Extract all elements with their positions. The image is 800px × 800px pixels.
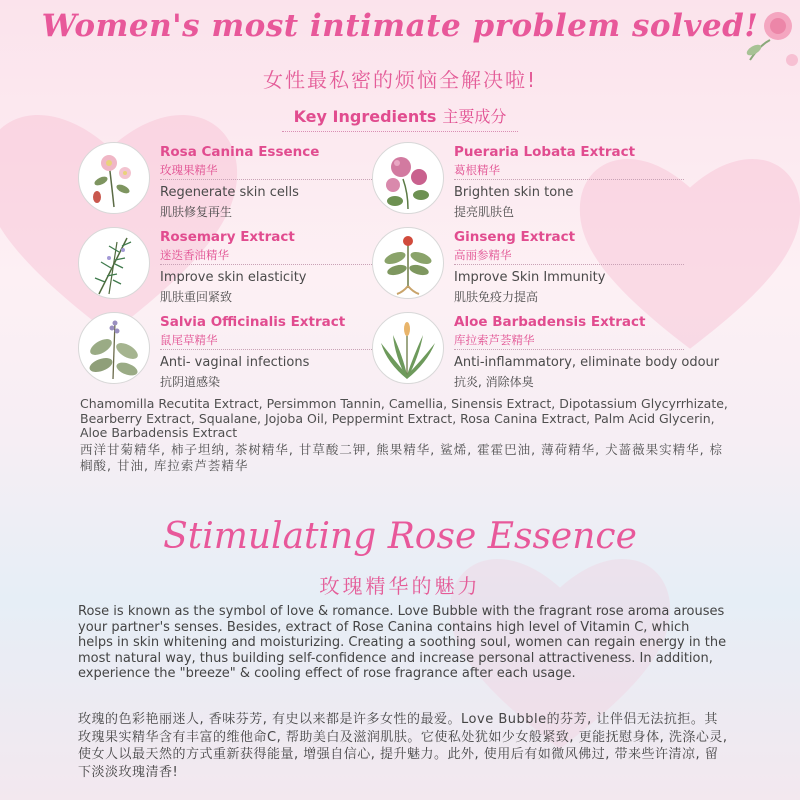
salvia-illustration-icon bbox=[78, 312, 150, 384]
ingredient-benefit-chinese: 肌肤免疫力提高 bbox=[454, 290, 539, 304]
ingredient-benefit-chinese: 抗阴道感染 bbox=[160, 375, 221, 389]
ingredient-benefit: Anti-inflammatory, eliminate body odour bbox=[454, 355, 720, 370]
divider bbox=[160, 179, 390, 180]
headline: Women's most intimate problem solved! bbox=[41, 8, 759, 44]
aloe-illustration-icon bbox=[372, 312, 444, 384]
ingredient-benefit: Anti- vaginal infections bbox=[160, 355, 310, 370]
rosa-canina-illustration-icon bbox=[78, 142, 150, 214]
description-paragraph-chinese: 玫瑰的色彩艳丽迷人, 香味芬芳, 有史以来都是许多女性的最爱。Love Bubble的芬芳, 让伴侣无法抗拒。其玫瑰果实精华含有丰富的维他命C, 帮助美白及滋润肌肤。它使私处犹如少女般紧致, 更能抚慰身体, 洗涤心灵, 使女人以最天然的方式重新获得能量, 增强自信心, 提升魅力。此外, 使用后有如微风佛过, 带来些许清凉, 留下淡淡玫瑰清香! bbox=[78, 712, 728, 780]
rosemary-illustration-icon bbox=[78, 227, 150, 299]
divider bbox=[454, 264, 684, 265]
ingredient-benefit-chinese: 肌肤重回紧致 bbox=[160, 290, 233, 304]
ingredient-name: Salvia Officinalis Extract bbox=[160, 314, 346, 330]
key-ingredients-title bbox=[282, 104, 518, 132]
divider bbox=[454, 349, 684, 350]
ingredient-salvia bbox=[78, 312, 408, 390]
ingredient-benefit: Brighten skin tone bbox=[454, 185, 574, 200]
ingredient-benefit: Improve Skin Immunity bbox=[454, 270, 606, 285]
description-paragraph: Rose is known as the symbol of love & romance. Love Bubble with the fragrant rose aroma arouses your partner's senses. Besides, extract of Rose Canina contains high level of Vitamin C, which helps in skin whitening and moisturizing. Creating a soothing soul, women can regain energy in the most natural way, thus building self-confidence and increase personal attractiveness. In addition, experience the "breeze" & cooling effect of rose fragrance after each usage. bbox=[78, 604, 727, 682]
ingredient-benefit-chinese: 肌肤修复再生 bbox=[160, 205, 233, 219]
ingredient-benefit-chinese: 抗炎, 消除体臭 bbox=[454, 375, 534, 389]
ingredient-name-chinese: 迷迭香油精华 bbox=[160, 248, 229, 262]
ingredient-pueraria-lobata bbox=[372, 142, 702, 220]
ingredient-name-chinese: 库拉索芦荟精华 bbox=[454, 333, 535, 347]
ingredient-name: Ginseng Extract bbox=[454, 229, 576, 245]
other-ingredients-list-chinese: 西洋甘菊精华, 柿子坦纳, 茶树精华, 甘草酸二钾, 熊果精华, 鲨烯, 霍霍巴油, 薄荷精华, 犬蔷薇果实精华, 棕榈酸, 甘油, 库拉索芦荟精华 bbox=[80, 442, 724, 473]
ingredient-benefit-chinese: 提亮肌肤色 bbox=[454, 205, 515, 219]
divider bbox=[160, 349, 390, 350]
ingredient-aloe bbox=[372, 312, 720, 390]
pueraria-lobata-illustration-icon bbox=[372, 142, 444, 214]
ingredient-name: Pueraria Lobata Extract bbox=[454, 144, 636, 160]
ingredient-ginseng bbox=[372, 227, 702, 305]
ingredient-name-chinese: 玫瑰果精华 bbox=[160, 163, 218, 177]
section-heading-chinese: 玫瑰精华的魅力 bbox=[319, 574, 481, 598]
ingredient-benefit: Regenerate skin cells bbox=[160, 185, 299, 200]
ginseng-illustration-icon bbox=[372, 227, 444, 299]
ingredient-rosa-canina bbox=[78, 142, 408, 220]
ingredient-name-chinese: 葛根精华 bbox=[454, 163, 500, 177]
headline-chinese: 女性最私密的烦恼全解决啦! bbox=[262, 68, 538, 92]
other-ingredients-list: Chamomilla Recutita Extract, Persimmon Tannin, Camellia, Sinensis Extract, Dipotassium Glycyrrhizate, Bearberry Extract, Squalane, Jojoba Oil, Peppermint Extract, Rosa Canina Extract, Palm Acid Glycerin, Aloe Barbadensis Extract bbox=[80, 396, 728, 440]
key-ingredients-label: Key Ingredients bbox=[293, 107, 437, 126]
divider bbox=[160, 264, 390, 265]
section-heading: Stimulating Rose Essence bbox=[163, 516, 637, 557]
divider bbox=[454, 179, 684, 180]
key-ingredients-label-chinese: 主要成分 bbox=[442, 107, 507, 126]
ingredient-name: Rosemary Extract bbox=[160, 229, 295, 245]
ingredient-name-chinese: 鼠尾草精华 bbox=[160, 333, 218, 347]
ingredient-rosemary bbox=[78, 227, 408, 305]
ingredient-name: Rosa Canina Essence bbox=[160, 144, 320, 160]
ingredient-name: Aloe Barbadensis Extract bbox=[454, 314, 646, 330]
ingredient-benefit: Improve skin elasticity bbox=[160, 270, 307, 285]
ingredient-name-chinese: 高丽参精华 bbox=[454, 248, 512, 262]
